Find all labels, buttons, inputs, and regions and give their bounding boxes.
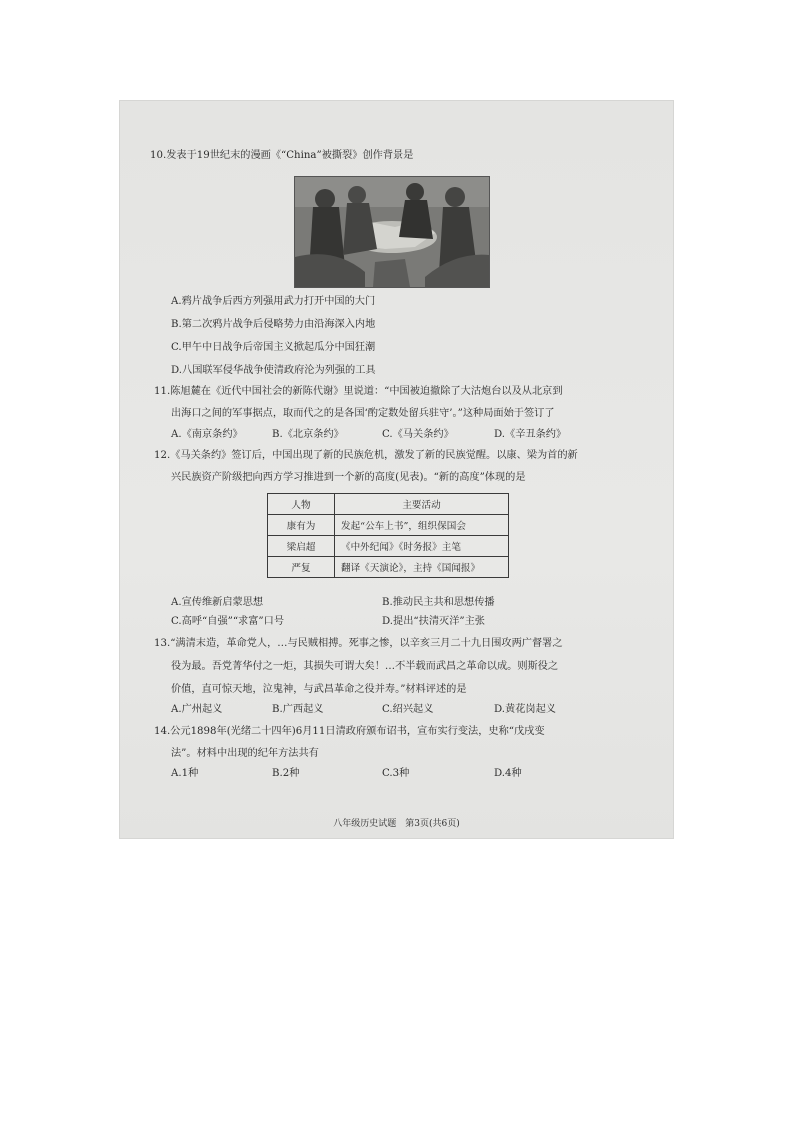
q11-option-d: D.《辛丑条约》 [494, 429, 567, 440]
table-row [268, 557, 509, 578]
q13-option-b: B.广西起义 [272, 704, 324, 715]
cartoon-illustration [295, 177, 489, 287]
q10-option-d: D.八国联军侵华战争使清政府沦为列强的工具 [171, 365, 376, 376]
q13-option-c: C.绍兴起义 [382, 704, 434, 715]
reform-figures-table [267, 493, 509, 578]
exam-page [120, 101, 673, 838]
table-row [268, 536, 509, 557]
q12-option-c: C.高呼“自强”“求富”口号 [171, 616, 285, 627]
q11-option-c: C.《马关条约》 [382, 429, 454, 440]
q11-option-a: A.《南京条约》 [171, 429, 243, 440]
q12-option-d: D.提出“扶清灭洋”主张 [382, 616, 485, 627]
q13-option-d: D.黄花岗起义 [494, 704, 556, 715]
q12-option-b: B.推动民主共和思想传播 [382, 597, 495, 608]
q12-option-a: A.宣传维新启蒙思想 [171, 597, 264, 608]
table-cell-activity: 发起“公车上书”，组织保国会 [335, 515, 509, 536]
q14-option-a: A.1种 [171, 768, 199, 779]
q14-option-d: D.4种 [494, 768, 522, 779]
q12-line-1: 12.《马关条约》签订后，中国出现了新的民族危机，激发了新的民族觉醒。以康、梁为首的新 [154, 450, 578, 461]
table-header-row [268, 494, 509, 515]
table-cell-person: 梁启超 [268, 536, 335, 557]
q10-option-a: A.鸦片战争后西方列强用武力打开中国的大门 [171, 296, 376, 307]
q13-line-2: 役为最。吾党菁华付之一炬，其损失可谓大矣！…不半载而武昌之革命以成。则斯役之 [171, 661, 559, 672]
q11-option-b: B.《北京条约》 [272, 429, 344, 440]
q13-line-1: 13.“满清末造，革命党人，…与民贼相搏。死事之惨，以辛亥三月二十九日围攻两广督署之 [154, 638, 563, 649]
table-cell-activity: 《中外纪闻》《时务报》主笔 [335, 536, 509, 557]
q14-option-c: C.3种 [382, 768, 410, 779]
table-row [268, 515, 509, 536]
q10-option-b: B.第二次鸦片战争后侵略势力由沿海深入内地 [171, 319, 376, 330]
q10-stem: 10.发表于19世纪末的漫画《“China”被撕裂》创作背景是 [150, 150, 414, 161]
china-torn-cartoon-image [294, 176, 490, 288]
q14-option-b: B.2种 [272, 768, 300, 779]
q11-line-2: 出海口之间的军事据点，取而代之的是各国‘酌定数处留兵驻守’。”这种局面始于签订了 [171, 408, 555, 419]
q13-line-3: 价值，直可惊天地，泣鬼神，与武昌革命之役并寿。”材料评述的是 [171, 684, 467, 695]
q14-line-1: 14.公元1898年(光绪二十四年)6月11日清政府颁布诏书，宣布实行变法，史称“戊戌变 [154, 726, 545, 737]
table-header-person: 人物 [268, 494, 335, 515]
table-cell-person: 康有为 [268, 515, 335, 536]
table-cell-activity: 翻译《天演论》，主持《国闻报》 [335, 557, 509, 578]
table-header-activity: 主要活动 [335, 494, 509, 515]
q12-line-2: 兴民族资产阶级把向西方学习推进到一个新的高度(见表)。“新的高度”体现的是 [171, 472, 526, 483]
table-cell-person: 严复 [268, 557, 335, 578]
q13-option-a: A.广州起义 [171, 704, 223, 715]
q11-line-1: 11.陈旭麓在《近代中国社会的新陈代谢》里说道：“中国被迫撤除了大沽炮台以及从北京到 [154, 386, 563, 397]
page-footer: 八年级历史试题 第3页(共6页) [333, 819, 460, 829]
q14-line-2: 法”。材料中出现的纪年方法共有 [171, 748, 319, 759]
q10-option-c: C.甲午中日战争后帝国主义掀起瓜分中国狂潮 [171, 342, 376, 353]
